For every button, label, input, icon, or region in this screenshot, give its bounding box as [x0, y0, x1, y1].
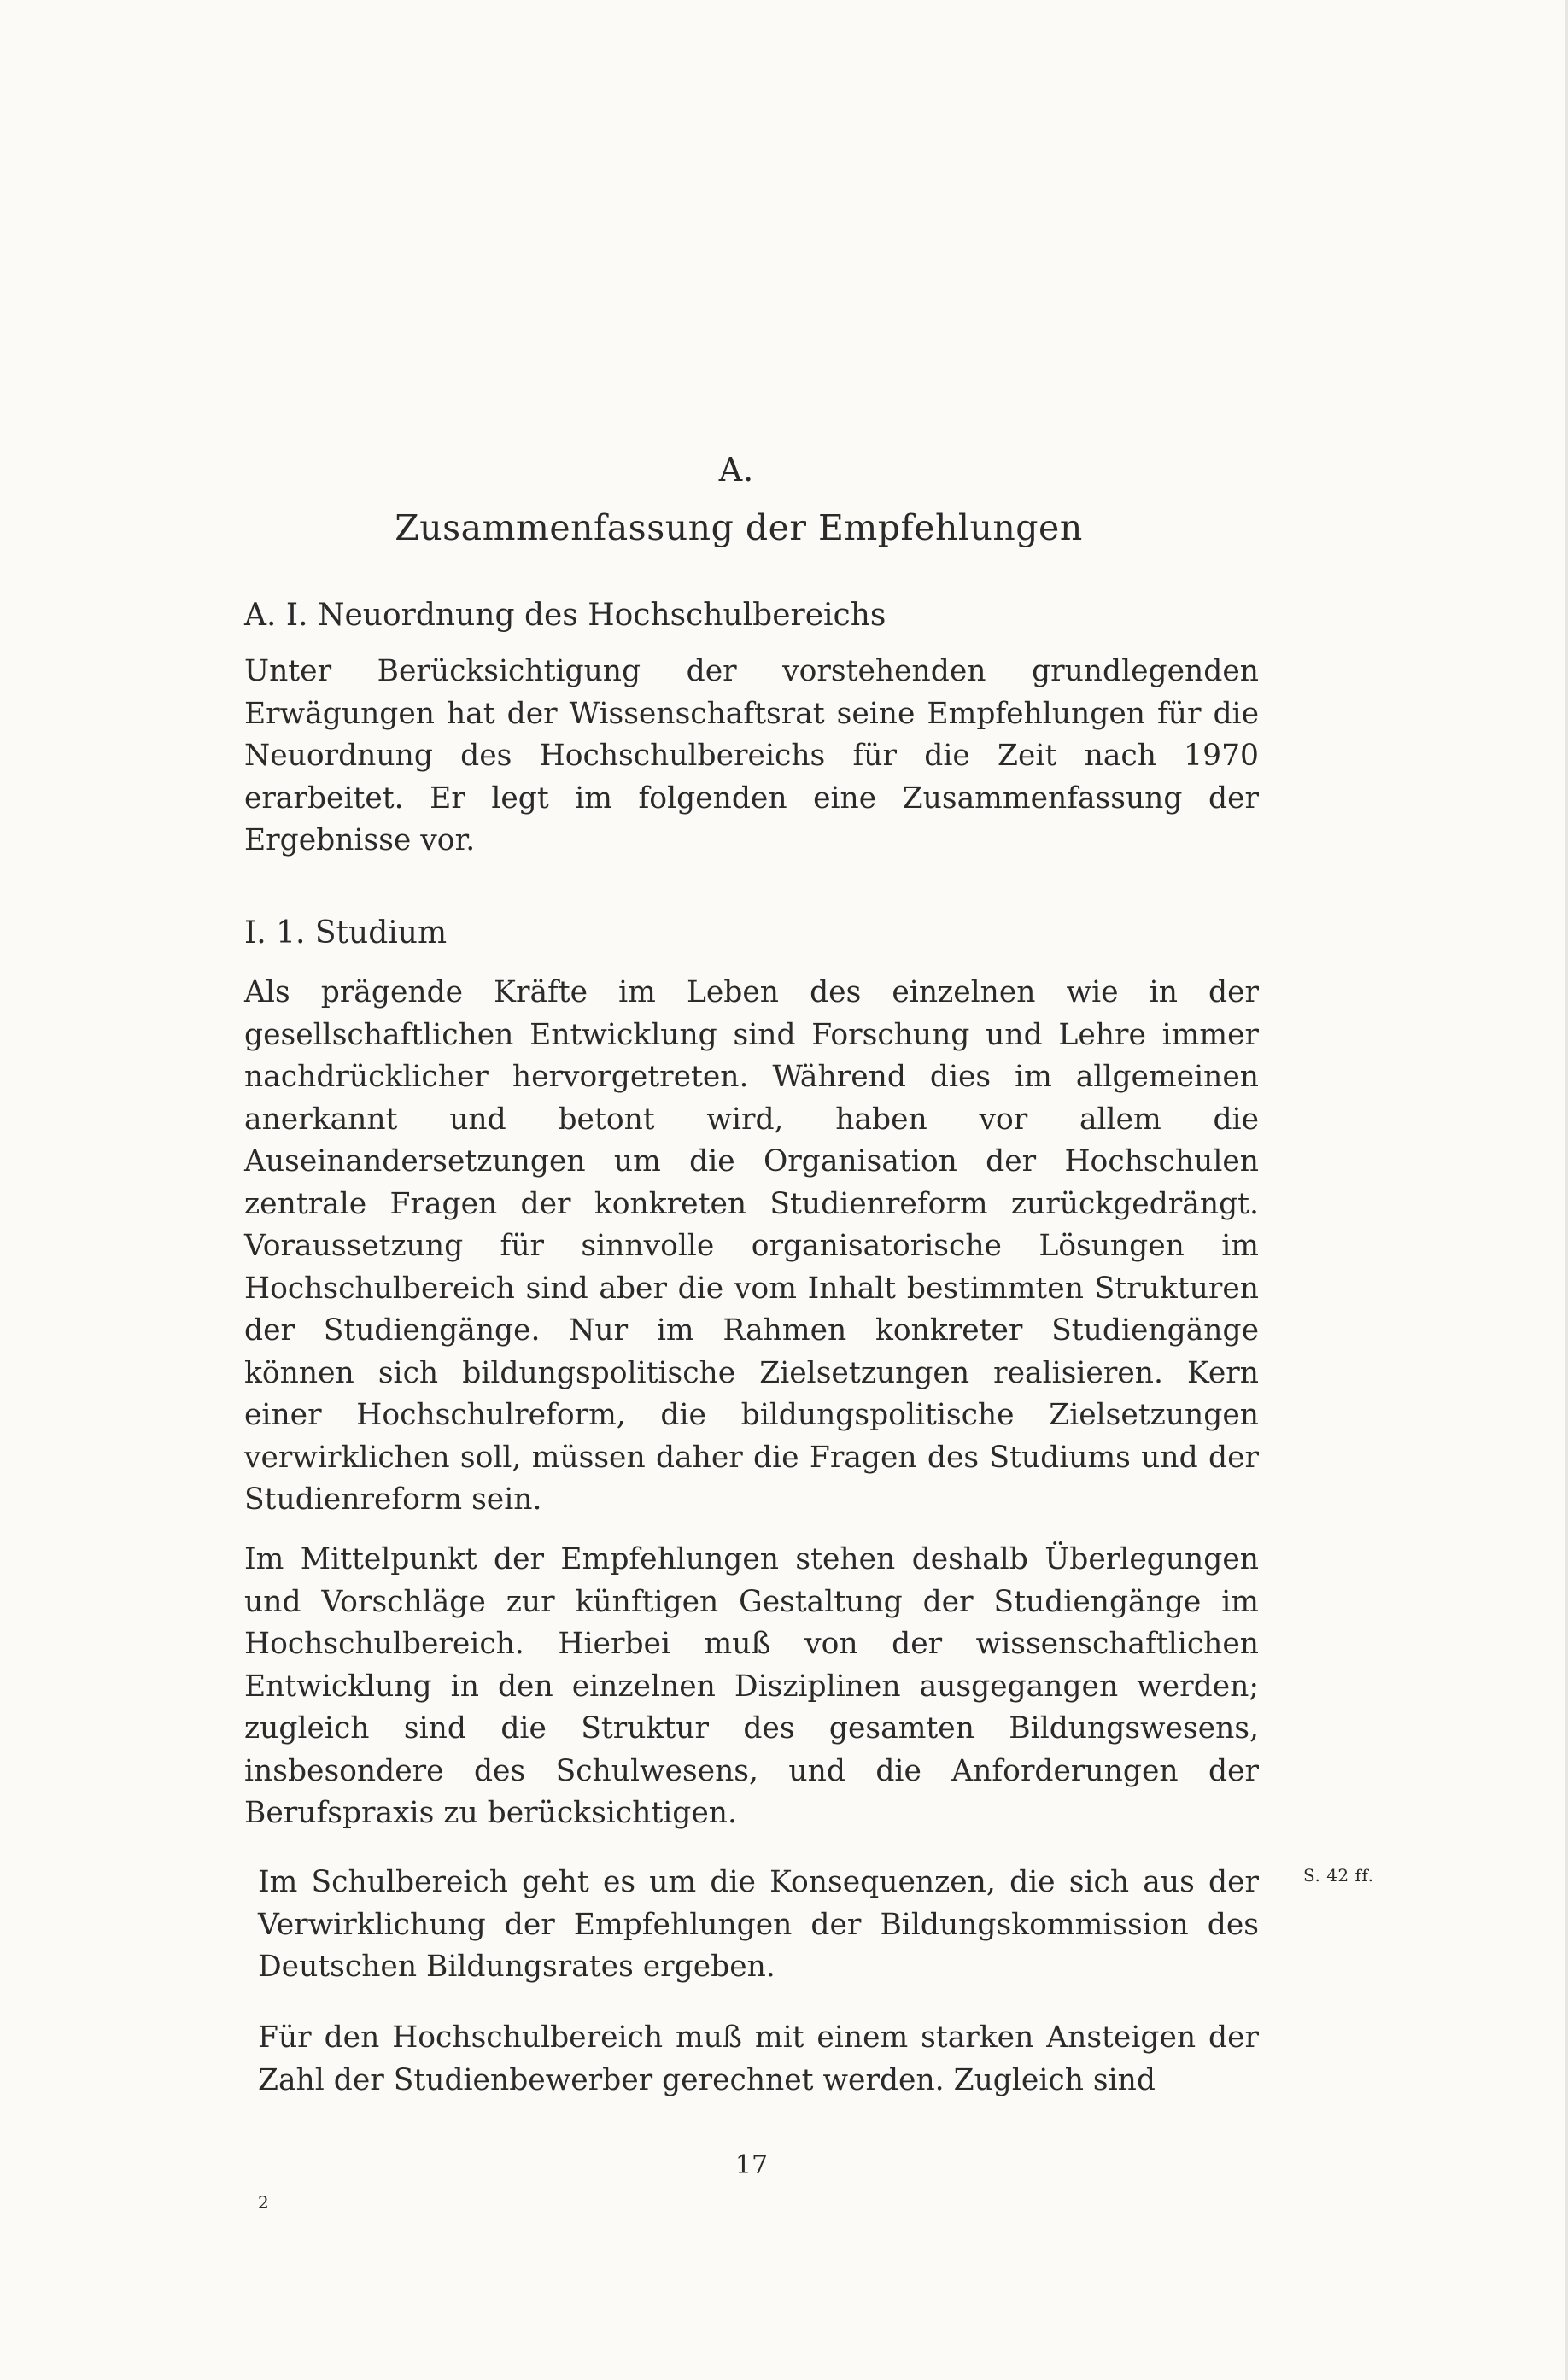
paragraph-studium-3: Im Schulbereich geht es um die Konsequenzen, die sich aus der Verwirklichung der Empfehlungen der Bildungskommission des Deutschen Bildungsrates ergeben.	[258, 1865, 1259, 1984]
page-number: 17	[734, 2150, 769, 2180]
section-heading-studium: I. 1. Studium	[244, 915, 448, 950]
paragraph-a1: Unter Berücksichtigung der vorstehenden grundlegenden Erwägungen hat der Wissenschaftsrat seine Empfehlungen für die Neuordnung des Hochschulbereichs für die Zeit nach 1970 erarbeitet. Er legt im folgenden eine Zusammenfassung der Ergebnisse vor.	[244, 654, 1259, 857]
paragraph-studium-1: Als prägende Kräfte im Leben des einzelnen wie in der gesellschaftlichen Entwicklung sind Forschung und Lehre immer nachdrücklicher hervorgetreten. Während dies im allgemeinen anerkannt und betont wird, haben vor allem die Auseinandersetzungen um die Organisation der Hochschulen zentrale Fragen der konkreten Studienreform zurückgedrängt. Voraussetzung für sinnvolle organisatorische Lösungen im Hochschulbereich sind aber die vom Inhalt bestimmten Strukturen der Studiengänge. Nur im Rahmen konkreter Studiengänge können sich bildungspolitische Zielsetzungen realisieren. Kern einer Hochschulreform, die bildungspolitische Zielsetzungen verwirklichen soll, müssen daher die Fragen des Studiums und der Studienreform sein.	[244, 975, 1259, 1517]
signature-number: 2	[258, 2192, 269, 2213]
section-heading-a1: A. I. Neuordnung des Hochschulbereichs	[244, 598, 886, 633]
margin-reference-note: S. 42 ff.	[1303, 1865, 1374, 1886]
paragraph-studium-2: Im Mittelpunkt der Empfehlungen stehen deshalb Überlegungen und Vorschläge zur künftigen Gestaltung der Studiengänge im Hochschulbereich. Hierbei muß von der wissenschaftlichen Entwicklung in den einzelnen Disziplinen ausgegangen werden; zugleich sind die Struktur des gesamten Bildungswesens, insbesondere des Schulwesens, und die Anforderungen der Berufspraxis zu berücksichtigen.	[244, 1542, 1259, 1830]
chapter-title: Zusammenfassung der Empfehlungen	[395, 507, 1083, 548]
paragraph-studium-4: Für den Hochschulbereich muß mit einem starken Ansteigen der Zahl der Studienbewerber gerechnet werden. Zugleich sind	[258, 2020, 1259, 2097]
chapter-letter: A.	[718, 451, 755, 488]
